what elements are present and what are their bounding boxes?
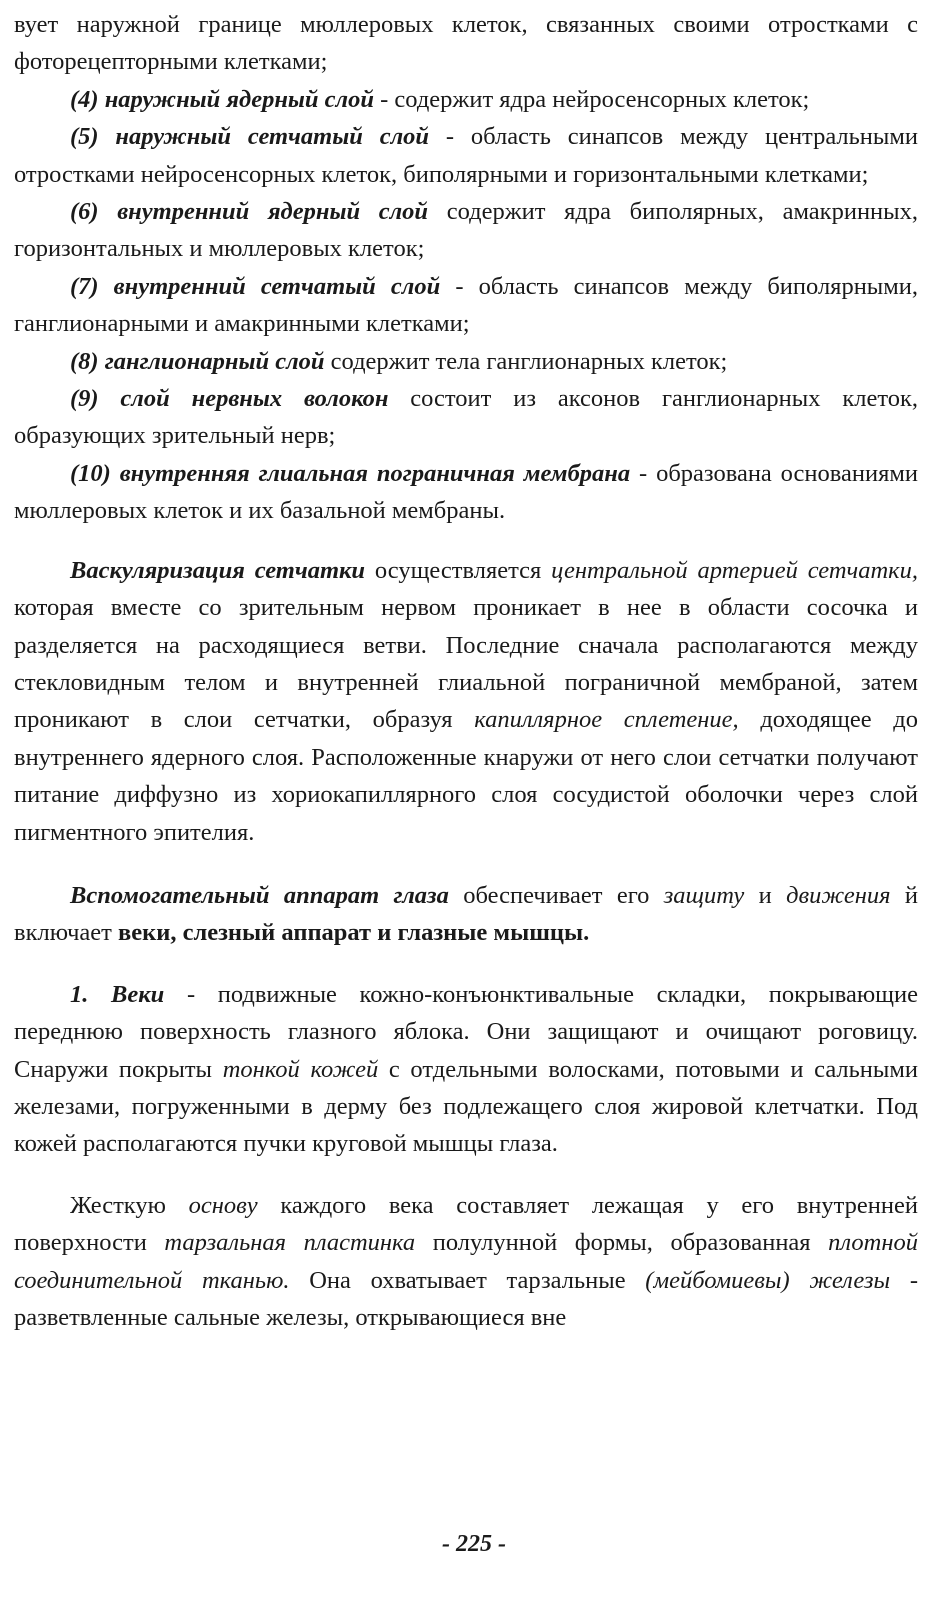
auxiliary-apparatus-paragraph: Вспомогательный аппарат глаза обеспечивает его защиту и движения й включает веки, слезный аппарат и глазные мышцы.: [14, 881, 918, 947]
italic-term: плотной соединительной тканью.: [14, 1229, 918, 1294]
italic-term: защиту: [663, 881, 745, 909]
vascularization-paragraph: Васкуляризация сетчатки осуществляется центральной артерией сетчатки, которая вместе со зрительным нервом проникает в нее в области сосочка и разделяется на расходящиеся ветви. Последние сначала располагаются между стекловидным телом и внутренней глиальной пограничной мембраной, затем проникают в слои сетчатки, образуя капиллярное сплетение, доходящее до внутреннего ядерного слоя. Расположенные кнаружи от него слои сетчатки получают питание диффузно из хориокапиллярного слоя сосудистой оболочки через слой пигментного эпителия.: [14, 556, 918, 846]
layer-description: - образована основаниями мюллеровых клеток и их базальной мембраны.: [14, 459, 918, 525]
italic-term: основу: [188, 1191, 258, 1219]
layer-term: (9) слой нервных волокон: [70, 385, 389, 413]
layer-term: (4) наружный ядерный слой: [70, 85, 374, 113]
layer-description: - область синапсов между центральными отростками нейросенсорных клеток, биполярными и горизонтальными клетками;: [14, 123, 918, 188]
page-body: [14, 6, 918, 1336]
paragraph-continuation: вует наружной границе мюллеровых клеток, связанных своими отростками с фоторецепторными клетками;: [14, 11, 918, 76]
layer-7-item: [14, 268, 918, 343]
layer-8-item: [14, 343, 918, 380]
italic-term: движения: [786, 881, 891, 909]
eyelids-paragraph: 1. Веки - подвижные кожно-конъюнктивальные складки, покрывающие переднюю поверхность глазного яблока. Они защищают и очищают роговицу. Снаружи покрыты тонкой кожей с отдельными волосками, потовыми и сальными железами, погруженными в дерму без подлежащего слоя жировой клетчатки. Под кожей располагаются пучки круговой мышцы глаза.: [14, 980, 919, 1158]
layer-description: содержит ядра биполярных, амакринных, горизонтальных и мюллеровых клеток;: [14, 198, 918, 263]
page-number: - 225 -: [442, 1531, 506, 1557]
italic-term: тонкой кожей: [222, 1055, 379, 1083]
italic-term: тарзальная пластинка: [164, 1229, 416, 1257]
item-number: 1.: [70, 980, 89, 1008]
layer-description: - область синапсов между биполярными, ганглионарными и амакринными клетками;: [14, 272, 919, 338]
layer-description: состоит из аксонов ганглионарных клеток, образующих зрительный нерв;: [14, 385, 918, 450]
italic-term: (мейбомиевы) железы: [645, 1266, 891, 1294]
bold-list: веки, слезный аппарат и глазные мышцы.: [117, 919, 590, 947]
section-term: Вспомогательный аппарат глаза: [70, 881, 449, 909]
layer-10-item: [14, 455, 918, 530]
layer-description: - содержит ядра нейросенсорных клеток;: [374, 85, 810, 113]
layer-term: (7) внутренний сетчатый слой: [70, 272, 441, 300]
layer-4-item: [14, 81, 918, 118]
layer-9-item: [14, 380, 918, 455]
layer-term: (5) наружный сетчатый слой: [70, 123, 430, 151]
tarsal-paragraph: Жесткую основу каждого века составляет лежащая у его внутренней поверхности тарзальная пластинка полулунной формы, образованная плотной соединительной тканью. Она охватывает тарзальные (мейбомиевы) железы - разветвленные сальные железы, открывающиеся вне: [14, 1191, 918, 1331]
layer-6-item: [14, 193, 918, 268]
italic-term: капиллярное сплетение,: [474, 706, 739, 734]
section-term: Васкуляризация сетчатки: [70, 556, 366, 584]
italic-term: центральной артерией сетчатки,: [551, 556, 918, 584]
layer-term: (10) внутренняя глиальная пограничная мембрана: [70, 459, 631, 487]
layer-term: (8) ганглионарный слой: [70, 347, 325, 375]
layer-5-item: [14, 118, 918, 193]
section-term: Веки: [111, 980, 165, 1008]
layer-description: содержит тела ганглионарных клеток;: [324, 347, 728, 375]
layer-term: (6) внутренний ядерный слой: [70, 198, 429, 226]
